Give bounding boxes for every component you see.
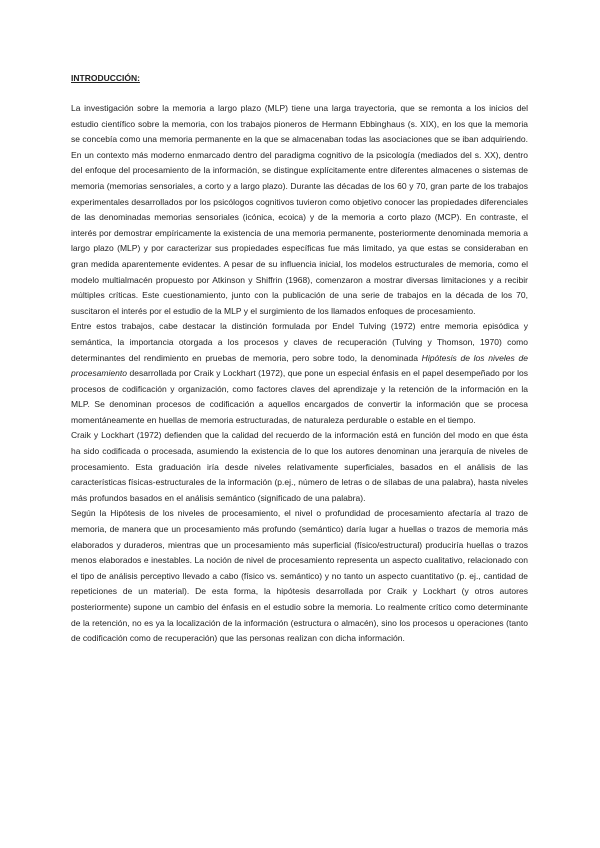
paragraph-1 bbox=[71, 101, 528, 319]
document-body bbox=[71, 72, 528, 647]
paragraph-text: Entre estos trabajos, cabe destacar la distinción formulada por Endel Tulving (1972) entre memoria episódica y semántica, la importancia otorgada a los procesos y claves de recuperación (Tulving y Thomson, 1970) como determinantes del rendimiento en pruebas de memoria, pero sobre todo, la denominada bbox=[71, 321, 528, 363]
italic-term: Hipótesis de los niveles de procesamiento bbox=[71, 352, 528, 379]
paragraph-text: Según la Hipótesis de los niveles de procesamiento, el nivel o profundidad de procesamiento afectaría al trazo de memoria, de manera que un procesamiento más profundo (semántico) daría lugar a huellas o trazos de memoria más elaborados y duraderos, mientras que un procesamiento más superficial (físico/estructural) produciría huellas o trazos menos elaborados e inestables. La noción de nivel de procesamiento representa un aspecto cualitativo, relacionado con el tipo de análisis perceptivo llevado a cabo (físico vs. semántico) y no tanto un aspecto cuantitativo (p. ej., cantidad de repeticiones de un material). De esta forma, la hipótesis desarrollada por Craik y Lockhart (y otros autores posteriormente) supone un cambio del énfasis en el estudio sobre la memoria. Lo realmente crítico como determinante de la retención, no es ya la localización de la información (estructura o almacén), sino los procesos u operaciones (tanto de codificación como de recuperación) que las personas realizan con dicha información. bbox=[71, 508, 528, 644]
paragraph-text: La investigación sobre la memoria a largo plazo (MLP) tiene una larga trayectoria, que se remonta a los inicios del estudio científico sobre la memoria, con los trabajos pioneros de Hermann Ebbinghaus (s. XIX), en los que la memoria se concebía como una memoria permanente en la que se almacenaban todas las asociaciones que se iban adquiriendo. En un contexto más moderno enmarcado dentro del paradigma cognitivo de la psicología (mediados del s. XX), dentro del enfoque del procesamiento de la información, se distingue explícitamente entre diferentes almacenes o sistemas de memoria (memorias sensoriales, a corto y a largo plazo). Durante las décadas de los 60 y 70, gran parte de los trabajos experimentales desarrollados por los psicólogos cognitivos tuvieron como objetivo conocer las propiedades diferenciales de las denominadas memorias sensoriales (icónica, ecoica) y de la memoria a corto plazo (MCP). En contraste, el interés por demostrar empíricamente la existencia de una memoria permanente, posteriormente denominada memoria a largo plazo (MLP) y por caracterizar sus propiedades específicas fue más limitado, ya que estas se consideraban en gran medida aparentemente evidentes. A pesar de su influencia inicial, los modelos estructurales de memoria, como el modelo multialmacén propuesto por Atkinson y Shiffrin (1968), comenzaron a mostrar diversas limitaciones y a recibir múltiples críticas. Este cuestionamiento, junto con la publicación de una serie de trabajos en la década de los 70, suscitaron el interés por el estudio de la MLP y el surgimiento de los llamados enfoques de procesamiento. bbox=[71, 103, 528, 316]
paragraph-2 bbox=[71, 319, 528, 428]
section-heading: INTRODUCCIÓN: bbox=[71, 73, 140, 83]
paragraph-text: Craik y Lockhart (1972) defienden que la calidad del recuerdo de la información está en función del modo en que ésta ha sido codificada o procesada, asumiendo la existencia de lo que los autores denominan una jerarquía de niveles de procesamiento. Esta graduación iría desde niveles relativamente superficiales, basados en el análisis de las características físicas-estructurales de la información (p.ej., número de letras o de sílabas de una palabra), hasta niveles más profundos basados en el análisis semántico (significado de una palabra). bbox=[71, 430, 528, 503]
paragraph-3 bbox=[71, 428, 528, 506]
paragraph-4 bbox=[71, 506, 528, 646]
paragraph-text: desarrollada por Craik y Lockhart (1972), que pone un especial énfasis en el papel desempeñado por los procesos de codificación y organización, como factores claves del aprendizaje y la retención de la información en la MLP. Se denominan procesos de codificación a aquellos encargados de convertir la información que se procesa momentáneamente en huellas de memoria estructuradas, de naturaleza perdurable o estable en el tiempo. bbox=[71, 368, 528, 425]
